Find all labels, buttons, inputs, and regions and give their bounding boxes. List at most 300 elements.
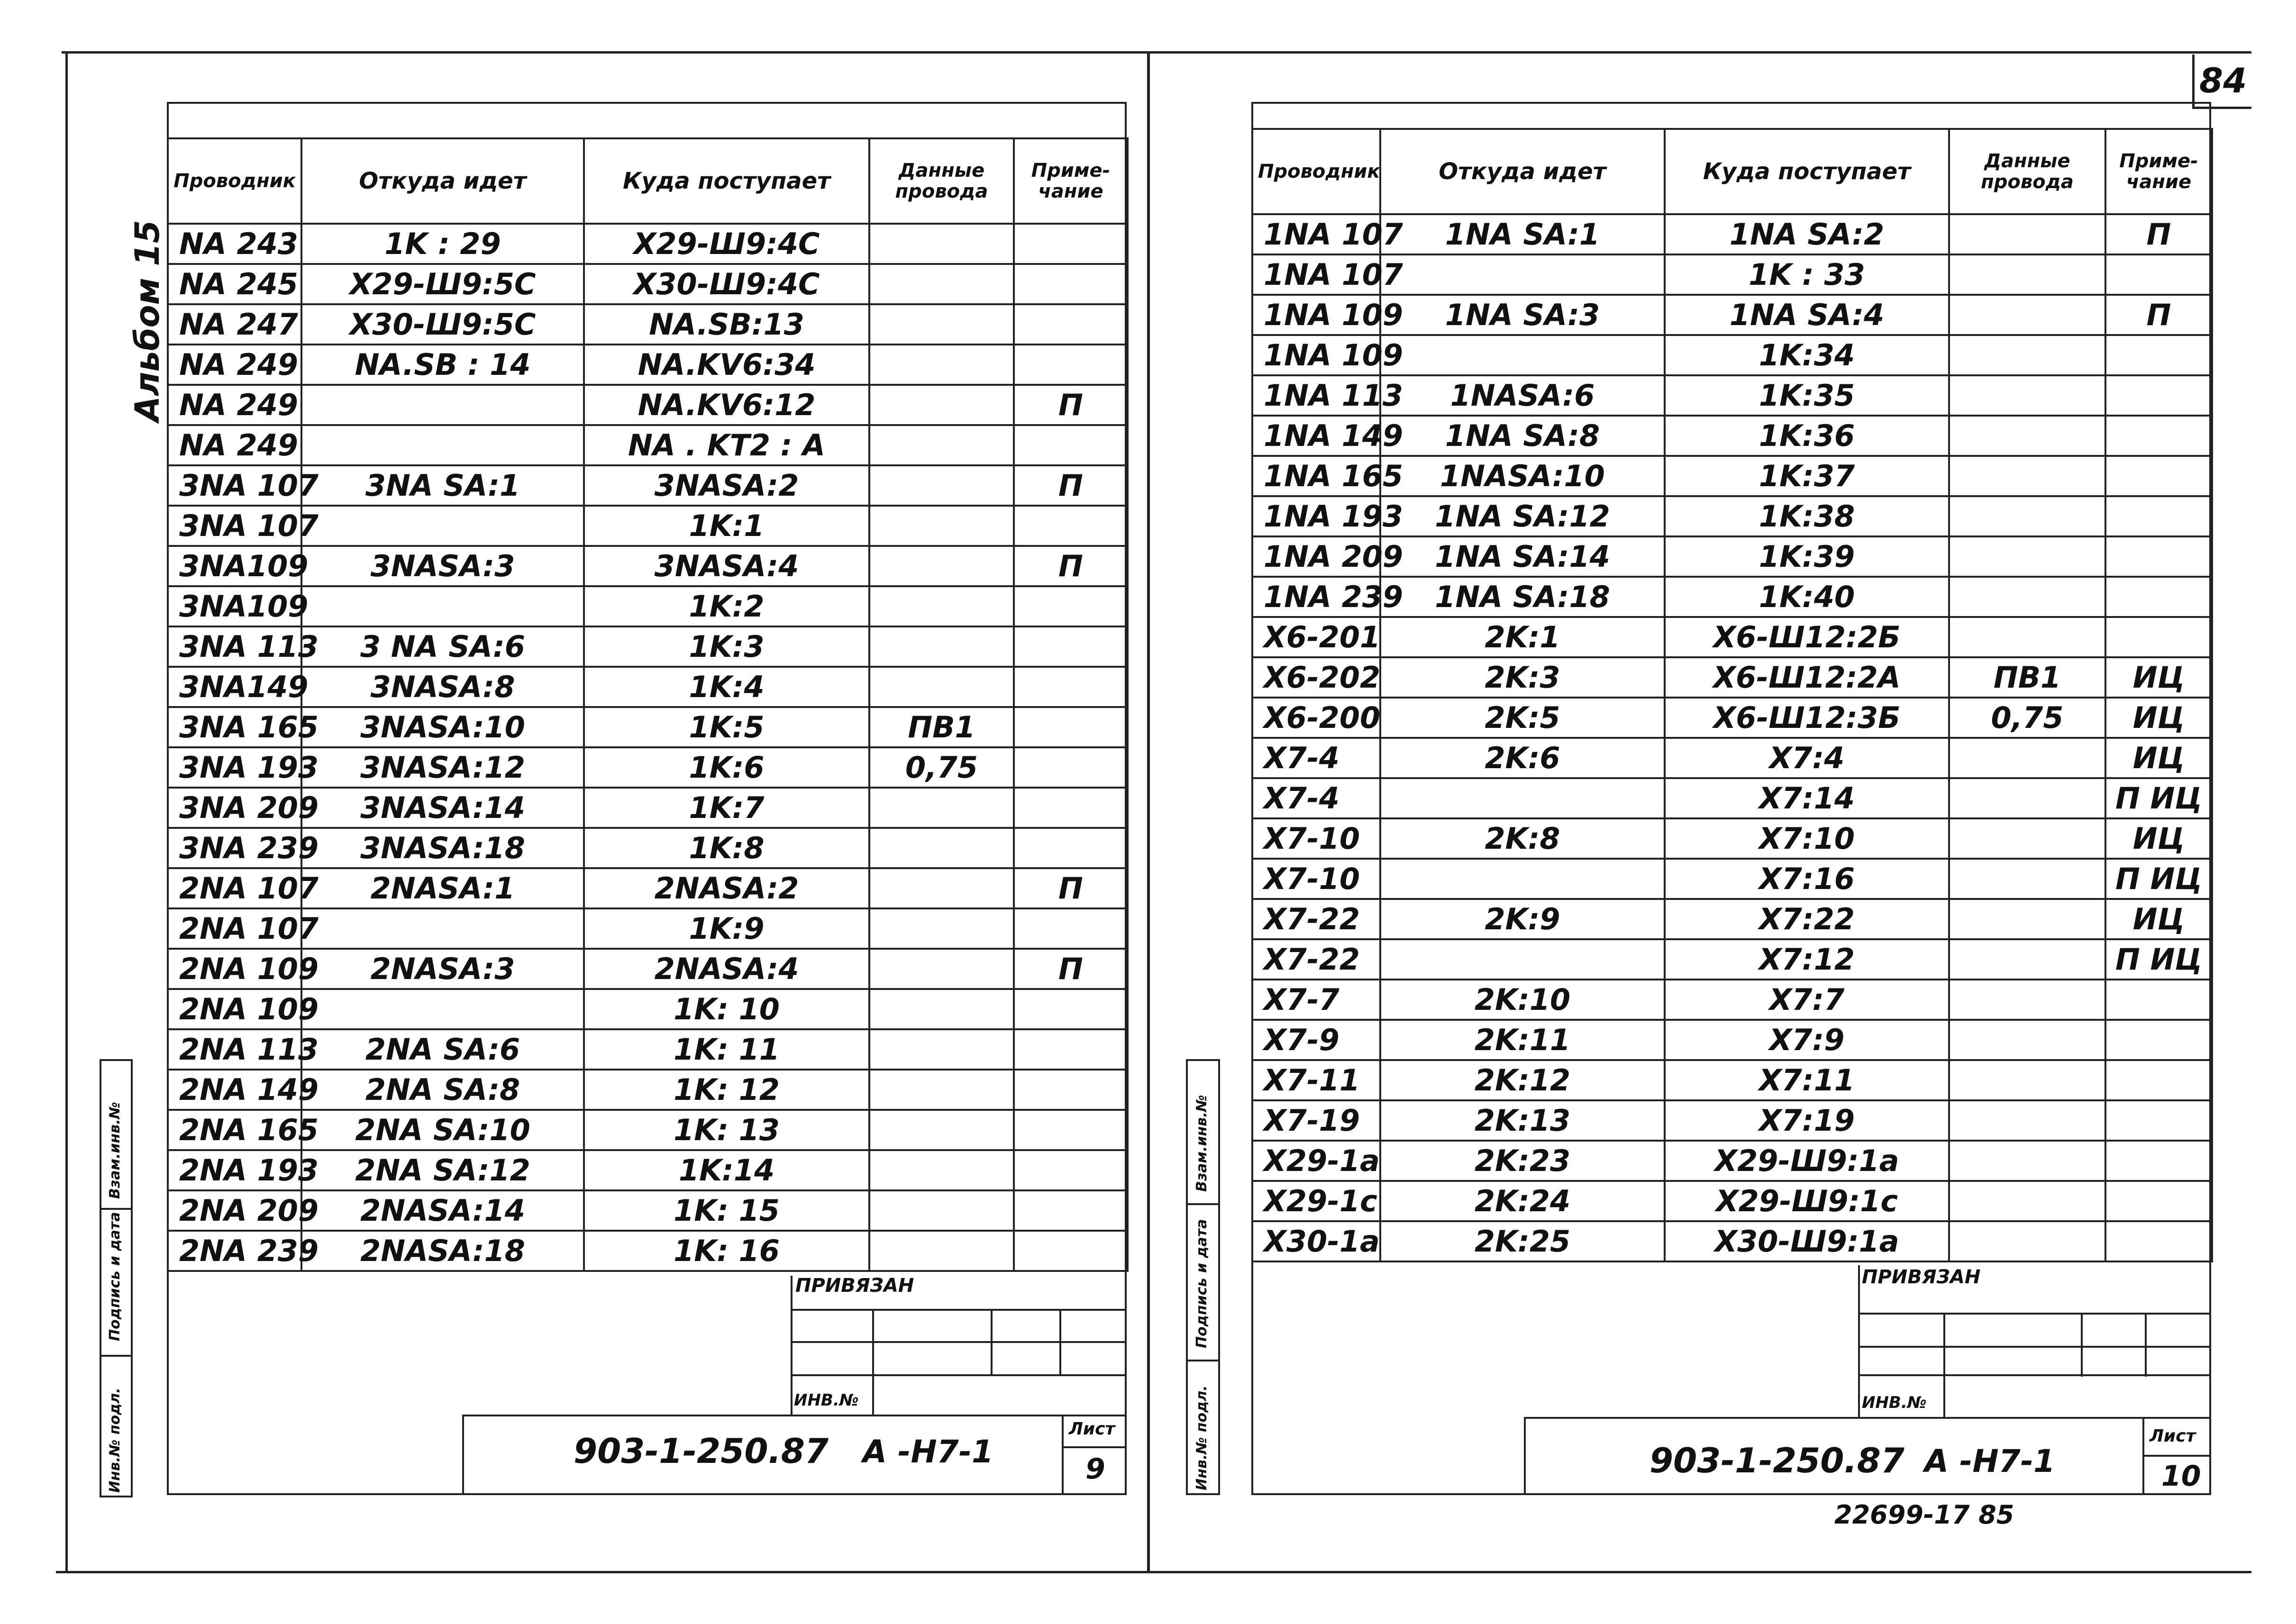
- right-tb-h2: [1858, 1346, 2211, 1348]
- cell-wire: X7-11: [1252, 1060, 1380, 1100]
- cell-wire: 2NA 109: [168, 989, 301, 1029]
- cell-note: [1014, 224, 1128, 264]
- table-row: [1252, 1141, 2212, 1181]
- right-tb-h5: [2142, 1455, 2211, 1457]
- table-header-row: [1252, 129, 2212, 214]
- cell-to: 1K:8: [584, 828, 869, 868]
- cell-wire-data: [869, 788, 1014, 828]
- cell-wire-data: [1949, 1221, 2105, 1261]
- cell-wire-data: [1949, 496, 2105, 536]
- cell-wire-data: ПВ1: [1949, 657, 2105, 698]
- right-wire-table: [1251, 128, 2213, 1262]
- cell-wire-data: [869, 586, 1014, 626]
- cell-wire-data: [1949, 577, 2105, 617]
- header-wire-data: Данные провода: [869, 138, 1014, 224]
- cell-note: ИЦ: [2105, 698, 2212, 738]
- cell-wire-data: [1949, 939, 2105, 980]
- right-list-label: Лист: [2150, 1426, 2196, 1446]
- cell-note: П: [1014, 546, 1128, 586]
- outer-bottom-line: [56, 1571, 2251, 1573]
- cell-wire: 3NA 209: [168, 788, 301, 828]
- cell-to: X29-Ш9:1a: [1665, 1141, 1949, 1181]
- cell-to: 1K:14: [584, 1150, 869, 1190]
- cell-note: ИЦ: [2105, 818, 2212, 859]
- cell-to: 1K: 15: [584, 1190, 869, 1231]
- right-tb-vline: [1858, 1265, 1860, 1417]
- cell-from: 2K:12: [1380, 1060, 1665, 1100]
- left-inv-no: ИНВ.№: [794, 1391, 859, 1410]
- cell-note: [2105, 1181, 2212, 1221]
- cell-wire: X7-10: [1252, 818, 1380, 859]
- cell-note: [1014, 1150, 1128, 1190]
- table-row: [1252, 818, 2212, 859]
- cell-from: 2NA SA:6: [301, 1029, 584, 1070]
- cell-wire-data: ПВ1: [869, 707, 1014, 747]
- cell-note: [2105, 536, 2212, 577]
- cell-from: 1NA SA:14: [1380, 536, 1665, 577]
- cell-from: 2NASA:14: [301, 1190, 584, 1231]
- cell-wire: X29-1c: [1252, 1181, 1380, 1221]
- header-from: Откуда идет: [301, 138, 584, 224]
- cell-note: [2105, 980, 2212, 1020]
- header-note: Приме-чание: [2105, 129, 2212, 214]
- cell-from: [301, 385, 584, 425]
- table-row: [168, 1070, 1128, 1110]
- cell-from: [301, 989, 584, 1029]
- cell-to: 1K:3: [584, 626, 869, 667]
- table-row: [1252, 375, 2212, 416]
- cell-wire-data: [869, 828, 1014, 868]
- cell-wire: 1NA 113: [1252, 375, 1380, 416]
- cell-wire: NA 247: [168, 304, 301, 345]
- left-side-cell-2: [101, 1355, 131, 1357]
- cell-wire-data: [869, 304, 1014, 345]
- cell-to: 1K:5: [584, 707, 869, 747]
- cell-note: [1014, 1029, 1128, 1070]
- cell-wire-data: [1949, 254, 2105, 295]
- table-row: [168, 224, 1128, 264]
- cell-wire: 3NA 107: [168, 506, 301, 546]
- cell-wire: X7-9: [1252, 1020, 1380, 1060]
- left-wire-table: [167, 137, 1129, 1272]
- left-tb-h1: [791, 1309, 1127, 1311]
- left-tb-vline: [791, 1276, 793, 1416]
- left-doc-code: 903-1-250.87: [574, 1431, 829, 1471]
- cell-from: 3NASA:18: [301, 828, 584, 868]
- cell-from: 2K:3: [1380, 657, 1665, 698]
- cell-wire: X6-201: [1252, 617, 1380, 657]
- cell-from: [1380, 335, 1665, 375]
- cell-to: NA.SB:13: [584, 304, 869, 345]
- table-row: [168, 908, 1128, 949]
- cell-wire-data: [1949, 980, 2105, 1020]
- cell-wire: 1NA 239: [1252, 577, 1380, 617]
- cell-from: 3NASA:10: [301, 707, 584, 747]
- cell-wire: X7-4: [1252, 738, 1380, 778]
- table-row: [1252, 214, 2212, 254]
- cell-wire: 3NA 165: [168, 707, 301, 747]
- cell-note: ИЦ: [2105, 657, 2212, 698]
- cell-wire-data: [869, 626, 1014, 667]
- header-from: Откуда идет: [1380, 129, 1665, 214]
- cell-from: 2K:1: [1380, 617, 1665, 657]
- bottom-code: 22699-17 85: [1834, 1500, 2014, 1530]
- cell-wire-data: [869, 385, 1014, 425]
- cell-wire: 2NA 107: [168, 908, 301, 949]
- cell-wire: 3NA 113: [168, 626, 301, 667]
- cell-note: [1014, 747, 1128, 788]
- cell-note: [2105, 416, 2212, 456]
- cell-note: П ИЦ: [2105, 859, 2212, 899]
- cell-note: [2105, 335, 2212, 375]
- header-wire: Проводник: [168, 138, 301, 224]
- right-tb-h1: [1858, 1313, 2211, 1315]
- right-tb-v4: [2145, 1313, 2147, 1377]
- cell-to: X6-Ш12:2A: [1665, 657, 1949, 698]
- cell-note: [1014, 788, 1128, 828]
- cell-to: X7:16: [1665, 859, 1949, 899]
- cell-note: [1014, 304, 1128, 345]
- cell-note: [2105, 617, 2212, 657]
- table-row: [168, 506, 1128, 546]
- cell-from: 1NASA:6: [1380, 375, 1665, 416]
- cell-wire: X29-1a: [1252, 1141, 1380, 1181]
- cell-wire-data: [1949, 859, 2105, 899]
- table-row: [1252, 1181, 2212, 1221]
- cell-note: [1014, 707, 1128, 747]
- cell-wire: 2NA 113: [168, 1029, 301, 1070]
- cell-wire-data: [869, 989, 1014, 1029]
- center-fold-line: [1147, 51, 1150, 1572]
- table-row: [168, 264, 1128, 304]
- cell-to: NA . KT2 : A: [584, 425, 869, 465]
- cell-wire-data: [869, 465, 1014, 506]
- cell-wire-data: [1949, 899, 2105, 939]
- table-row: [1252, 980, 2212, 1020]
- cell-note: П: [1014, 868, 1128, 908]
- cell-note: [1014, 506, 1128, 546]
- table-row: [1252, 738, 2212, 778]
- left-tb-v5: [462, 1415, 464, 1495]
- cell-wire: 1NA 107: [1252, 254, 1380, 295]
- cell-wire: NA 249: [168, 385, 301, 425]
- table-row: [1252, 1100, 2212, 1141]
- cell-note: [1014, 989, 1128, 1029]
- cell-note: [1014, 626, 1128, 667]
- cell-wire-data: [1949, 818, 2105, 859]
- cell-from: 2NASA:18: [301, 1231, 584, 1271]
- cell-wire: 2NA 107: [168, 868, 301, 908]
- table-row: [1252, 778, 2212, 818]
- cell-note: [2105, 1020, 2212, 1060]
- cell-wire-data: [1949, 295, 2105, 335]
- table-row: [1252, 577, 2212, 617]
- cell-wire: 1NA 107: [1252, 214, 1380, 254]
- cell-wire-data: [1949, 1181, 2105, 1221]
- cell-wire: X6-202: [1252, 657, 1380, 698]
- cell-to: X7:7: [1665, 980, 1949, 1020]
- cell-from: 2K:8: [1380, 818, 1665, 859]
- cell-from: 1NASA:10: [1380, 456, 1665, 496]
- cell-from: [1380, 778, 1665, 818]
- cell-to: X7:9: [1665, 1020, 1949, 1060]
- cell-wire: 1NA 193: [1252, 496, 1380, 536]
- left-sheet-no: 9: [1085, 1452, 1105, 1486]
- cell-wire-data: [1949, 1060, 2105, 1100]
- right-sheet-code: А -Н7-1: [1924, 1443, 2055, 1479]
- table-row: [1252, 335, 2212, 375]
- cell-wire-data: [1949, 536, 2105, 577]
- left-tb-h5: [1062, 1446, 1127, 1448]
- cell-wire: X7-22: [1252, 899, 1380, 939]
- cell-to: 1K:9: [584, 908, 869, 949]
- cell-from: [301, 425, 584, 465]
- cell-to: 1K:38: [1665, 496, 1949, 536]
- header-to: Куда поступает: [1665, 129, 1949, 214]
- cell-note: П ИЦ: [2105, 778, 2212, 818]
- table-row: [1252, 899, 2212, 939]
- right-tb-v5: [1524, 1417, 1526, 1495]
- cell-note: ИЦ: [2105, 899, 2212, 939]
- cell-to: 1K: 16: [584, 1231, 869, 1271]
- cell-wire-data: [869, 264, 1014, 304]
- table-header-row: [168, 138, 1128, 224]
- cell-note: [2105, 456, 2212, 496]
- cell-to: 1K : 33: [1665, 254, 1949, 295]
- left-list-label: Лист: [1069, 1419, 1115, 1439]
- left-tb-h2: [791, 1341, 1127, 1343]
- cell-to: 3NASA:2: [584, 465, 869, 506]
- cell-from: 2K:11: [1380, 1020, 1665, 1060]
- table-row: [168, 546, 1128, 586]
- cell-wire: 1NA 165: [1252, 456, 1380, 496]
- cell-from: 3NASA:14: [301, 788, 584, 828]
- cell-wire-data: [869, 1110, 1014, 1150]
- cell-wire-data: [1949, 778, 2105, 818]
- cell-note: [1014, 1231, 1128, 1271]
- cell-note: [1014, 1070, 1128, 1110]
- right-inv-no: ИНВ.№: [1862, 1393, 1927, 1412]
- table-row: [1252, 456, 2212, 496]
- cell-from: 2NASA:1: [301, 868, 584, 908]
- cell-wire-data: [869, 868, 1014, 908]
- cell-from: 2K:25: [1380, 1221, 1665, 1261]
- cell-note: П: [1014, 465, 1128, 506]
- header-wire-data: Данные провода: [1949, 129, 2105, 214]
- cell-from: X30-Ш9:5С: [301, 304, 584, 345]
- cell-note: [1014, 908, 1128, 949]
- cell-from: 2NA SA:10: [301, 1110, 584, 1150]
- cell-wire: NA 249: [168, 345, 301, 385]
- right-doc-code: 903-1-250.87: [1649, 1441, 1904, 1480]
- cell-to: X7:4: [1665, 738, 1949, 778]
- right-tb-h3: [1858, 1374, 2211, 1376]
- cell-from: X29-Ш9:5С: [301, 264, 584, 304]
- cell-to: 1K:40: [1665, 577, 1949, 617]
- left-privyazan: ПРИВЯЗАН: [795, 1275, 914, 1297]
- cell-wire: 3NA 107: [168, 465, 301, 506]
- cell-note: [2105, 1221, 2212, 1261]
- cell-to: 1K:6: [584, 747, 869, 788]
- cell-note: П: [1014, 949, 1128, 989]
- table-row: [168, 465, 1128, 506]
- cell-wire: X7-22: [1252, 939, 1380, 980]
- cell-to: 1K:35: [1665, 375, 1949, 416]
- table-row: [168, 626, 1128, 667]
- right-side-label-sign: Подпись и дата: [1194, 1219, 1210, 1348]
- cell-from: 3 NA SA:6: [301, 626, 584, 667]
- table-row: [168, 586, 1128, 626]
- table-row: [1252, 617, 2212, 657]
- cell-wire-data: [1949, 214, 2105, 254]
- right-tb-v2: [1943, 1313, 1945, 1417]
- cell-wire: 1NA 109: [1252, 335, 1380, 375]
- cell-to: 1K: 12: [584, 1070, 869, 1110]
- cell-to: X6-Ш12:3Б: [1665, 698, 1949, 738]
- table-row: [1252, 536, 2212, 577]
- table-row: [168, 747, 1128, 788]
- cell-from: 2K:13: [1380, 1100, 1665, 1141]
- right-side-label-vzam: Взам.инв.№: [1194, 1095, 1210, 1192]
- cell-to: 2NASA:2: [584, 868, 869, 908]
- table-row: [168, 345, 1128, 385]
- table-row: [1252, 254, 2212, 295]
- table-row: [1252, 657, 2212, 698]
- cell-wire-data: 0,75: [869, 747, 1014, 788]
- cell-from: 2K:24: [1380, 1181, 1665, 1221]
- cell-wire-data: [1949, 375, 2105, 416]
- cell-note: [1014, 425, 1128, 465]
- cell-from: [301, 586, 584, 626]
- cell-note: ИЦ: [2105, 738, 2212, 778]
- cell-from: 1NA SA:8: [1380, 416, 1665, 456]
- cell-from: 1NA SA:18: [1380, 577, 1665, 617]
- cell-wire-data: [869, 345, 1014, 385]
- cell-wire-data: [1949, 335, 2105, 375]
- cell-from: 3NA SA:1: [301, 465, 584, 506]
- cell-to: X30-Ш9:4С: [584, 264, 869, 304]
- table-row: [168, 989, 1128, 1029]
- table-row: [168, 667, 1128, 707]
- cell-wire-data: [1949, 456, 2105, 496]
- cell-wire: 2NA 239: [168, 1231, 301, 1271]
- right-sheet-no: 10: [2161, 1460, 2201, 1493]
- page-number: 84: [2199, 61, 2247, 100]
- table-row: [168, 828, 1128, 868]
- table-row: [168, 949, 1128, 989]
- cell-from: 3NASA:8: [301, 667, 584, 707]
- cell-from: 2K:5: [1380, 698, 1665, 738]
- cell-to: X29-Ш9:4С: [584, 224, 869, 264]
- cell-wire: 3NA109: [168, 586, 301, 626]
- cell-to: 1K:37: [1665, 456, 1949, 496]
- cell-wire: 3NA109: [168, 546, 301, 586]
- cell-wire-data: [869, 949, 1014, 989]
- cell-from: 3NASA:12: [301, 747, 584, 788]
- left-tb-v4: [1059, 1309, 1061, 1375]
- cell-from: [1380, 939, 1665, 980]
- cell-note: [1014, 1190, 1128, 1231]
- cell-note: П: [1014, 385, 1128, 425]
- cell-to: 1K:34: [1665, 335, 1949, 375]
- cell-wire-data: [869, 1190, 1014, 1231]
- cell-wire: 2NA 109: [168, 949, 301, 989]
- table-row: [1252, 859, 2212, 899]
- cell-wire-data: [1949, 416, 2105, 456]
- cell-wire-data: [1949, 738, 2105, 778]
- table-row: [168, 1029, 1128, 1070]
- table-row: [168, 1110, 1128, 1150]
- table-row: [168, 425, 1128, 465]
- cell-wire: NA 249: [168, 425, 301, 465]
- cell-to: X7:22: [1665, 899, 1949, 939]
- cell-note: [2105, 1060, 2212, 1100]
- right-tb-h4: [1524, 1417, 2211, 1419]
- cell-wire: X6-200: [1252, 698, 1380, 738]
- left-side-label-sign: Подпись и дата: [107, 1212, 123, 1341]
- cell-wire-data: [1949, 1020, 2105, 1060]
- outer-left-line: [65, 51, 68, 1572]
- left-tb-v2: [872, 1309, 874, 1416]
- table-row: [1252, 1221, 2212, 1261]
- cell-wire-data: [869, 1150, 1014, 1190]
- left-tb-h4: [462, 1415, 1127, 1416]
- cell-note: [2105, 1100, 2212, 1141]
- cell-to: 1K:4: [584, 667, 869, 707]
- cell-from: 1NA SA:3: [1380, 295, 1665, 335]
- cell-wire: 3NA 239: [168, 828, 301, 868]
- cell-to: 1K:36: [1665, 416, 1949, 456]
- cell-note: [1014, 667, 1128, 707]
- cell-to: NA.KV6:34: [584, 345, 869, 385]
- cell-wire: X7-4: [1252, 778, 1380, 818]
- cell-to: X7:11: [1665, 1060, 1949, 1100]
- cell-note: [2105, 577, 2212, 617]
- table-row: [168, 707, 1128, 747]
- cell-note: [1014, 345, 1128, 385]
- cell-wire: X7-10: [1252, 859, 1380, 899]
- table-row: [1252, 416, 2212, 456]
- cell-wire: NA 245: [168, 264, 301, 304]
- cell-to: 1K: 13: [584, 1110, 869, 1150]
- right-side-label-inv: Инв.№ подл.: [1194, 1385, 1210, 1490]
- table-row: [168, 868, 1128, 908]
- left-sheet-code: А -Н7-1: [863, 1433, 993, 1470]
- cell-note: [2105, 1141, 2212, 1181]
- cell-wire: 3NA149: [168, 667, 301, 707]
- cell-wire-data: [869, 1070, 1014, 1110]
- cell-from: [1380, 254, 1665, 295]
- cell-wire-data: 0,75: [1949, 698, 2105, 738]
- cell-from: 2NA SA:12: [301, 1150, 584, 1190]
- cell-from: 2K:23: [1380, 1141, 1665, 1181]
- cell-to: 3NASA:4: [584, 546, 869, 586]
- cell-wire-data: [1949, 617, 2105, 657]
- left-side-label-inv: Инв.№ подл.: [107, 1388, 123, 1493]
- header-note: Приме-чание: [1014, 138, 1128, 224]
- cell-wire-data: [869, 506, 1014, 546]
- cell-wire: X7-19: [1252, 1100, 1380, 1141]
- header-wire: Проводник: [1252, 129, 1380, 214]
- cell-wire: X30-1a: [1252, 1221, 1380, 1261]
- table-row: [1252, 496, 2212, 536]
- outer-top-line: [62, 51, 2251, 54]
- cell-to: 1K:1: [584, 506, 869, 546]
- cell-from: 2K:9: [1380, 899, 1665, 939]
- cell-from: 3NASA:3: [301, 546, 584, 586]
- right-side-cell-2: [1188, 1360, 1218, 1361]
- cell-wire: 1NA 209: [1252, 536, 1380, 577]
